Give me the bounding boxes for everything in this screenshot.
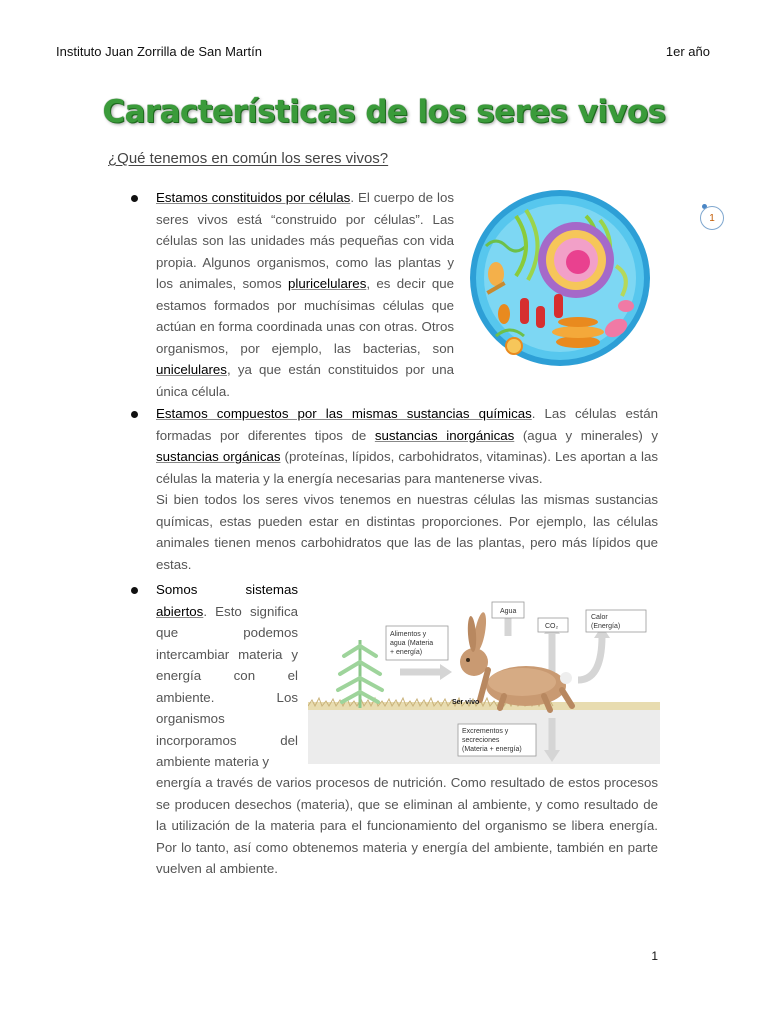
text-segment: . El cuerpo de los seres vivos está “construido por células”. Las células son las unidades más pequeñas con vida propia. Algunos organismos, como las plantas y los animales, somos <box>156 190 454 291</box>
keyword-pluricelulares: pluricelulares <box>288 276 367 291</box>
label-water: Agua <box>500 608 517 615</box>
bullet-icon <box>131 587 138 594</box>
paragraph-open-systems-wrap <box>156 579 298 773</box>
label-waste-3: (Materia + energía) <box>462 746 522 753</box>
paragraph-substances <box>156 403 658 575</box>
label-inputs-3: + energía) <box>390 649 423 656</box>
lead-open-systems: Somos sistemas <box>156 582 298 597</box>
text-segment: (proteínas, lípidos, carbohidratos, vitaminas). Les aportan a las células la materia y la energía necesarias para mantenerse vivas. <box>156 449 658 486</box>
text-segment: (agua y minerales) y <box>514 427 659 443</box>
page-title: Características de los seres vivos <box>102 94 666 130</box>
text-segment: , es decir que estamos formados por muchísimas células que actúan en forma coordinada unas con otras. Otros organismos, por ejemplo, las bacterias, son <box>156 276 455 356</box>
bullet-icon <box>131 411 138 418</box>
text-segment: Si bien todos los seres vivos tenemos en nuestras células las mismas sustancias químicas, estas pueden estar en distintas proporciones. Por ejemplo, las células animales tienen menos carbohidratos que las de las plantas, pero más lípidos que estas. <box>156 492 658 572</box>
page-subtitle: ¿Qué tenemos en común los seres vivos? <box>108 150 389 167</box>
label-co2: CO₂ <box>545 623 559 630</box>
comment-marker[interactable]: 1 <box>700 206 724 230</box>
paragraph-open-systems-cont <box>156 772 658 880</box>
label-inputs-1: Alimentos y <box>390 631 427 638</box>
lead-substances: Estamos compuestos por las mismas sustancias químicas <box>156 406 532 421</box>
animal-cell-illustration <box>466 186 654 370</box>
lead-cells: Estamos constituidos por células <box>156 190 351 205</box>
header-grade: 1er año <box>665 44 710 59</box>
label-waste-1: Excrementos y <box>462 728 509 735</box>
label-waste-2: secreciones <box>462 737 500 744</box>
bullet-icon <box>131 195 138 202</box>
label-heat-1: Calor <box>591 614 608 621</box>
paragraph-cells <box>156 187 454 402</box>
text-segment: energía a través de varios procesos de nutrición. Como resultado de estos procesos se producen desechos (materia), que se eliminan al ambiente, y como resultado de la utilización de la materia para el funcionamiento del organismo se libera energía. Por lo tanto, así como obtenemos materia y energía del ambiente, también en parte vuelven al ambiente. <box>156 775 658 876</box>
text-segment: . Esto significa que podemos intercambiar materia y energía con el ambiente. Los organismos incorporamos del ambiente materia y <box>156 603 298 769</box>
page-number: 1 <box>651 949 658 963</box>
label-inputs-2: agua (Materia <box>390 640 434 647</box>
label-heat-2: (Energía) <box>591 623 621 630</box>
text-segment: . Las células están formadas por diferentes tipos de <box>156 406 658 443</box>
text-segment: , ya que están constituidos por una única célula. <box>156 362 454 399</box>
open-system-diagram <box>308 596 660 764</box>
keyword-inorganic: sustancias inorgánicas <box>374 427 515 443</box>
lead-open-systems-2: abiertos <box>156 603 204 619</box>
keyword-organic: sustancias orgánicas <box>156 449 281 464</box>
label-organism: Ser vivo <box>452 699 480 706</box>
header-institution: Instituto Juan Zorrilla de San Martín <box>56 44 262 59</box>
keyword-unicelulares: unicelulares <box>156 362 227 377</box>
